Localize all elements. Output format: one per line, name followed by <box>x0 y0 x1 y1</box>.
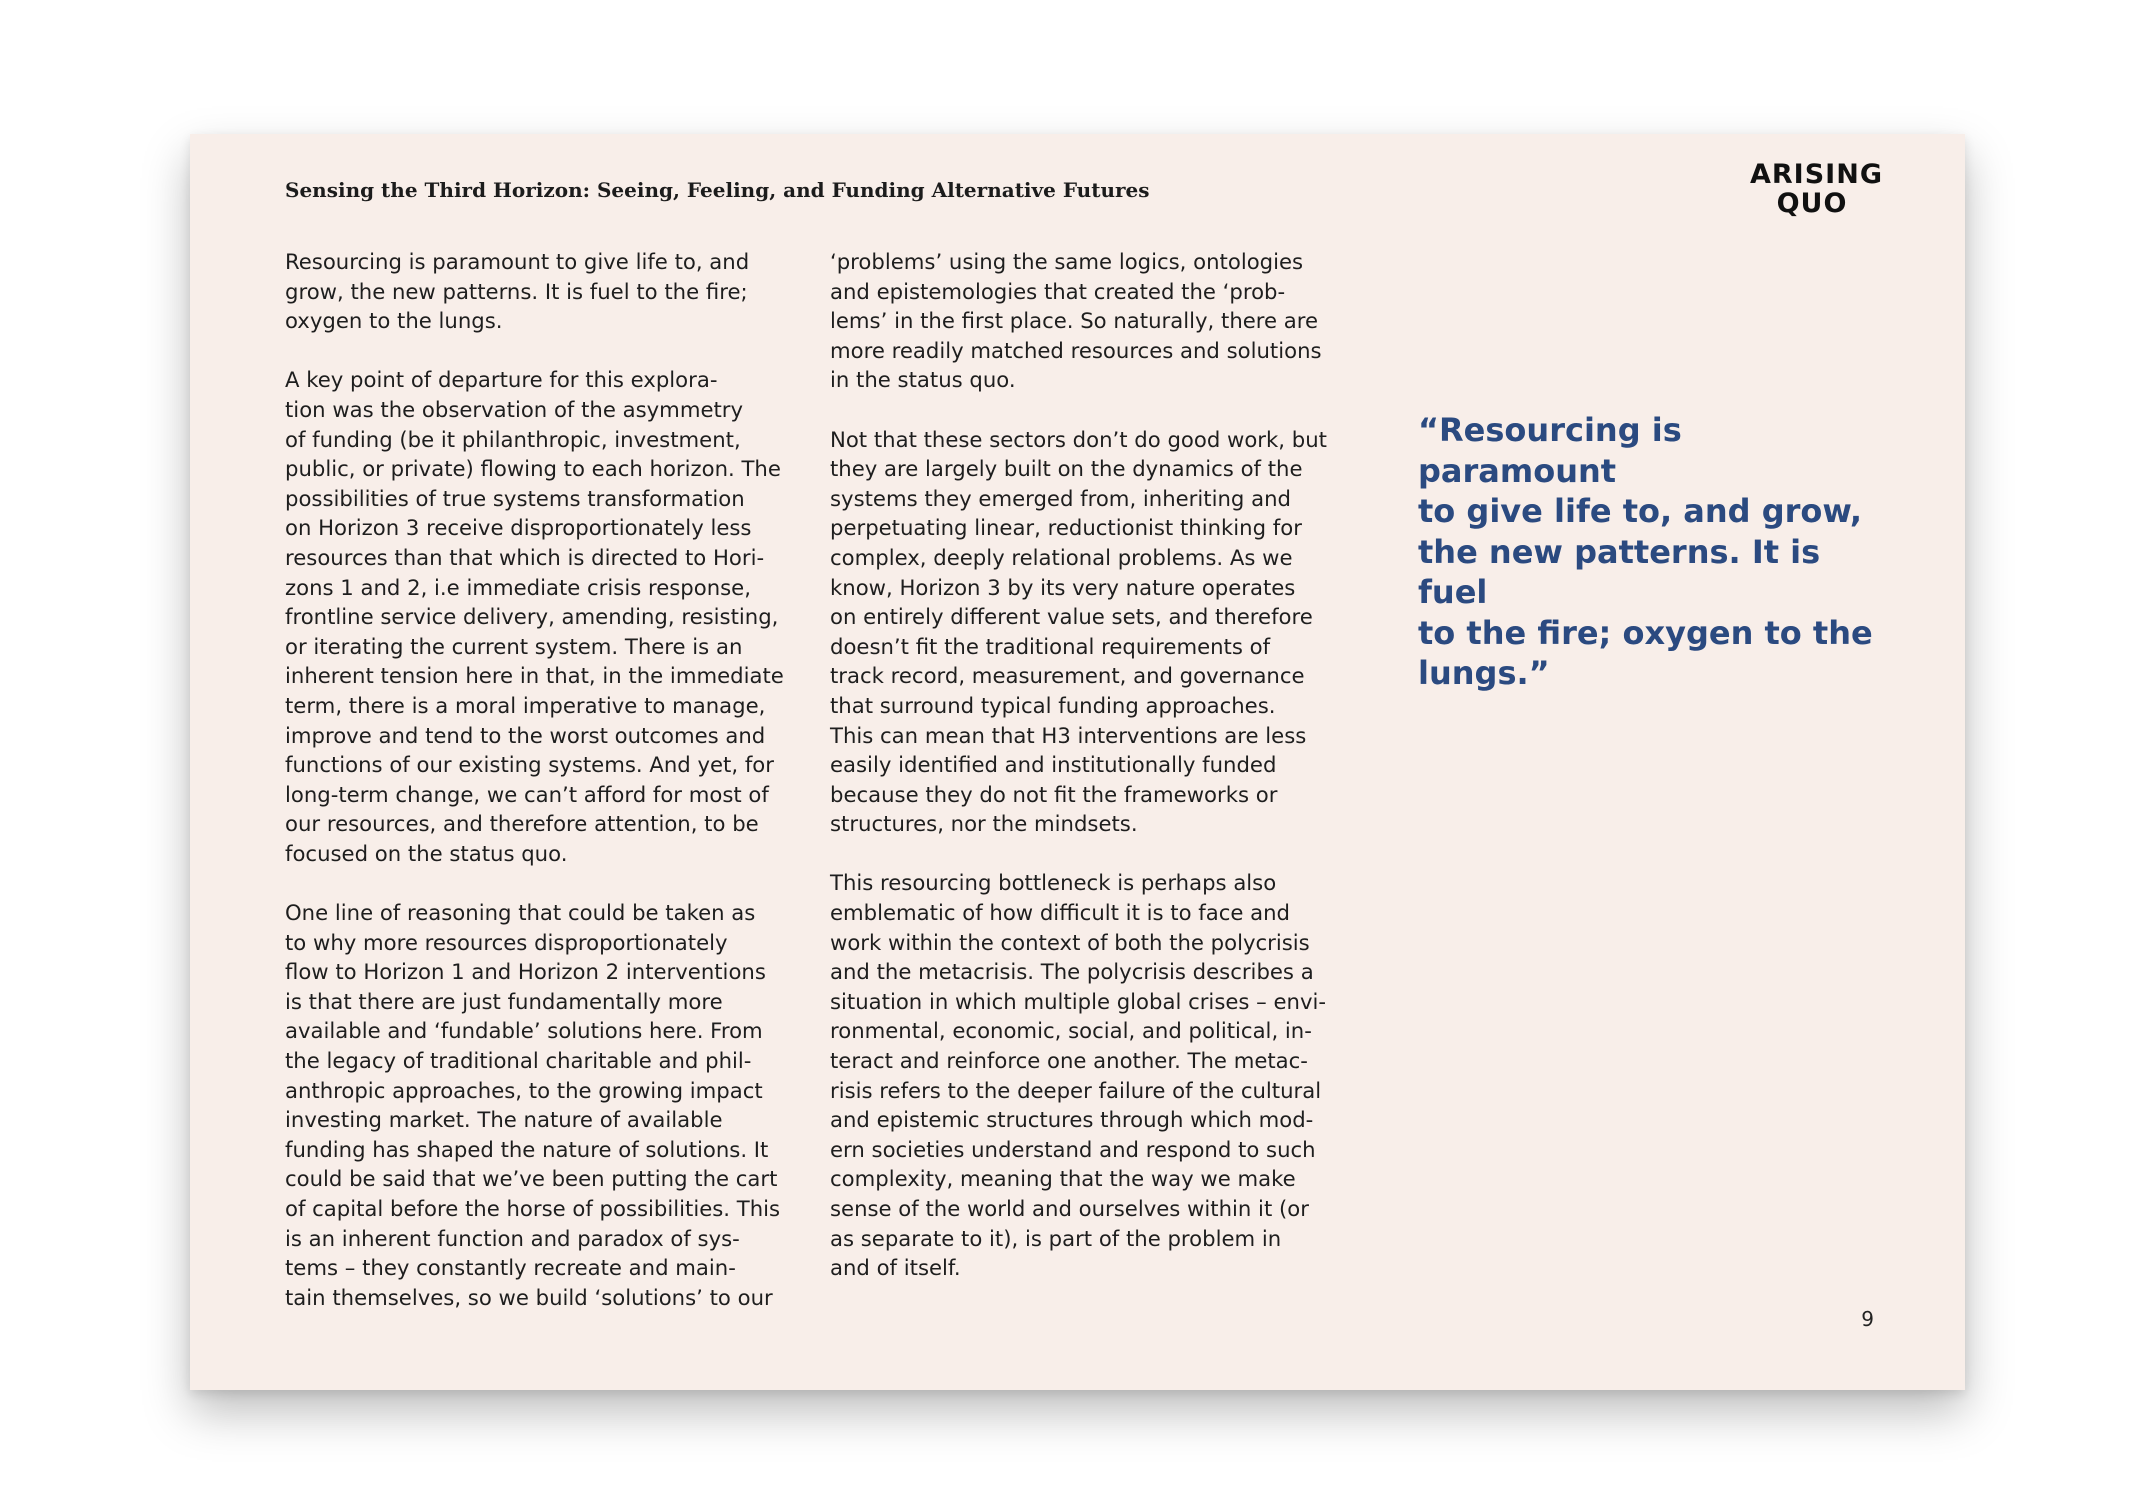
document-page <box>190 134 1965 1390</box>
paragraph: One line of reasoning that could be taken as to why more resources disproportionately flow to Horizon 1 and Horizon 2 interventions is that there are just fundamentally more available and ‘fundable’ solutions here. From the legacy of traditional charitable and phil- anthropic approaches, to the growing impact investing market. The nature of available funding has shaped the nature of solutions. It could be said that we’ve been putting the cart of capital before the horse of possibilities. This is an inherent function and paradox of sys- tems – they constantly recreate and main- tain themselves, so we build ‘solutions’ to our <box>285 900 781 1310</box>
paragraph: This resourcing bottleneck is perhaps also emblematic of how difficult it is to face and work within the context of both the polycrisis and the metacrisis. The polycrisis describes a situation in which multiple global crises – envi- ronmental, economic, social, and political, in- teract and reinforce one another. The metac- risis refers to the deeper failure of the cultural and epistemic structures through which mod- ern societies understand and respond to such complexity, meaning that the way we make sense of the world and ourselves within it (or as separate to it), is part of the problem in and of itself. <box>830 870 1327 1281</box>
paragraph: Resourcing is paramount to give life to, and grow, the new patterns. It is fuel to the fire; oxygen to the lungs. <box>285 249 750 334</box>
arising-quo-logo <box>1750 159 1883 219</box>
running-title: Sensing the Third Horizon: Seeing, Feeling, and Funding Alternative Futures <box>285 178 1150 202</box>
page-number: 9 <box>1861 1307 1874 1331</box>
paragraph: ‘problems’ using the same logics, ontologies and epistemologies that created the ‘prob- lems’ in the first place. So naturally, there are more readily matched resources and solutions in the status quo. <box>830 249 1322 393</box>
paragraph: Not that these sectors don’t do good work, but they are largely built on the dynamics of the systems they emerged from, inheriting and perpetuating linear, reductionist thinking for complex, deeply relational problems. As we know, Horizon 3 by its very nature operates on entirely different value sets, and therefore doesn’t fit the traditional requirements of track record, measurement, and governance that surround typical funding approaches. This can mean that H3 interventions are less easily identified and institutionally funded because they do not fit the frameworks or structures, nor the mindsets. <box>830 426 1327 837</box>
pull-quote: “Resourcing is paramount to give life to, and grow, the new patterns. It is fuel to the fire; oxygen to the lungs.” <box>1418 411 1873 692</box>
logo-line-1: ARISING <box>1750 159 1883 190</box>
body-column-left <box>285 247 785 1342</box>
logo-line-2: QUO <box>1776 188 1848 219</box>
paragraph: A key point of departure for this explora- tion was the observation of the asymmetry of funding (be it philanthropic, investment, public, or private) flowing to each horizon. The possibilities of true systems transformation on Horizon 3 receive disproportionately less resources than that which is directed to Hori- zons 1 and 2, i.e immediate crisis response, frontline service delivery, amending, resisting, or iterating the current system. There is an inherent tension here in that, in the immediate term, there is a moral imperative to manage, improve and tend to the worst outcomes and functions of our existing systems. And yet, for long-term change, we can’t afford for most of our resources, and therefore attention, to be focused on the status quo. <box>285 367 784 866</box>
body-column-right <box>830 247 1330 1312</box>
